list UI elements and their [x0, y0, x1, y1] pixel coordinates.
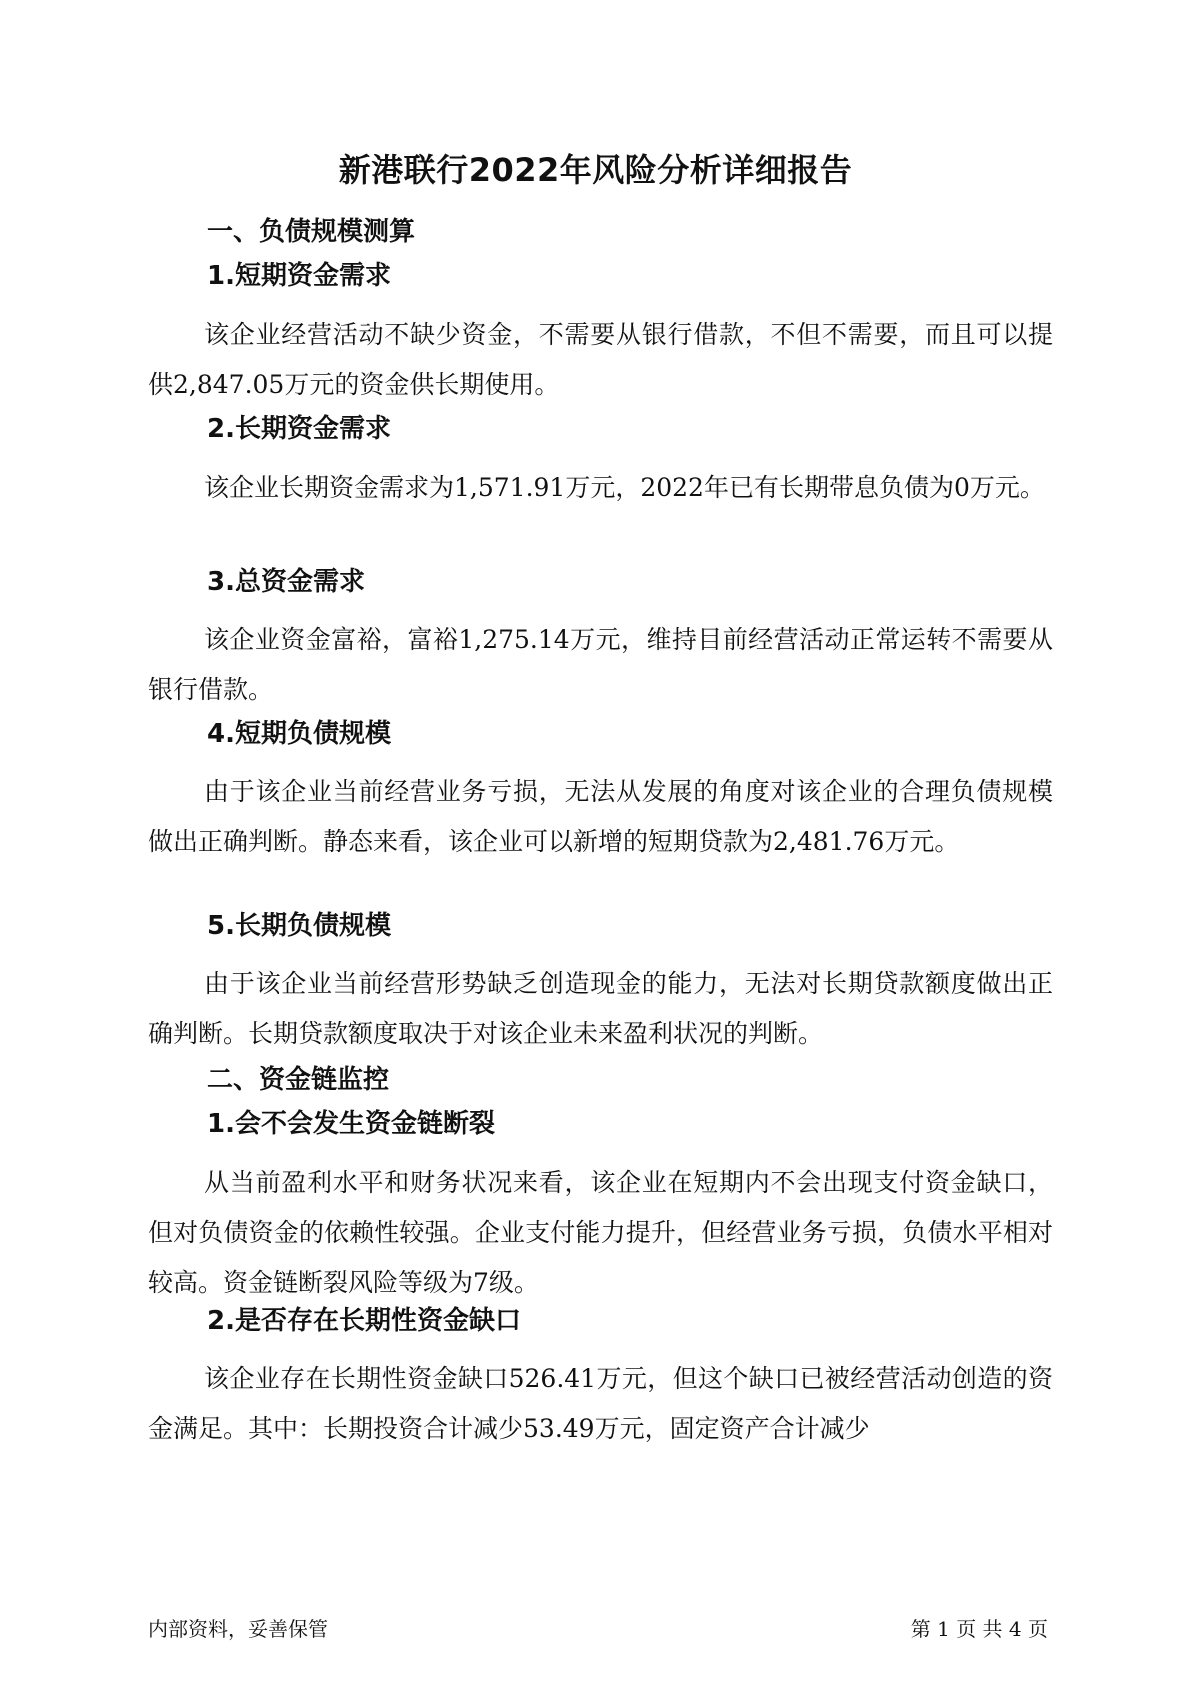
subheading-capital-chain-break: 1.会不会发生资金链断裂: [207, 1109, 495, 1139]
subheading-short-term-debt: 4.短期负债规模: [207, 719, 391, 749]
section-heading-debt-scale: 一、负债规模测算: [207, 217, 416, 247]
footer-confidential-note: 内部资料，妥善保管: [148, 1617, 328, 1641]
paragraph-capital-chain-break: 从当前盈利水平和财务状况来看，该企业在短期内不会出现支付资金缺口，但对负债资金的依赖性较强。企业支付能力提升，但经营业务亏损，负债水平相对较高。资金链断裂风险等级为7级。: [148, 1168, 1053, 1297]
subheading-total-funding: 3.总资金需求: [207, 567, 365, 597]
paragraph-short-term-funding: 该企业经营活动不缺少资金，不需要从银行借款，不但不需要，而且可以提供2,847.05万元的资金供长期使用。: [148, 320, 1053, 399]
subheading-long-term-funding: 2.长期资金需求: [207, 414, 391, 444]
paragraph-long-term-debt: 由于该企业当前经营形势缺乏创造现金的能力，无法对长期贷款额度做出正确判断。长期贷款额度取决于对该企业未来盈利状况的判断。: [148, 969, 1053, 1048]
paragraph-short-term-debt: 由于该企业当前经营业务亏损，无法从发展的角度对该企业的合理负债规模做出正确判断。静态来看，该企业可以新增的短期贷款为2,481.76万元。: [148, 777, 1053, 856]
document-title: 新港联行2022年风险分析详细报告: [338, 151, 853, 189]
subheading-short-term-funding: 1.短期资金需求: [207, 261, 391, 291]
paragraph-long-term-funding: 该企业长期资金需求为1,571.91万元，2022年已有长期带息负债为0万元。: [204, 473, 1045, 502]
subheading-long-term-debt: 5.长期负债规模: [207, 911, 391, 941]
section-heading-capital-chain: 二、资金链监控: [207, 1065, 390, 1095]
subheading-long-term-gap: 2.是否存在长期性资金缺口: [207, 1306, 521, 1336]
paragraph-long-term-gap: 该企业存在长期性资金缺口526.41万元，但这个缺口已被经营活动创造的资金满足。其中：长期投资合计减少53.49万元，固定资产合计减少: [148, 1364, 1053, 1443]
paragraph-total-funding: 该企业资金富裕，富裕1,275.14万元，维持目前经营活动正常运转不需要从银行借款。: [148, 625, 1053, 704]
footer-page-number: 第 1 页 共 4 页: [910, 1617, 1048, 1641]
